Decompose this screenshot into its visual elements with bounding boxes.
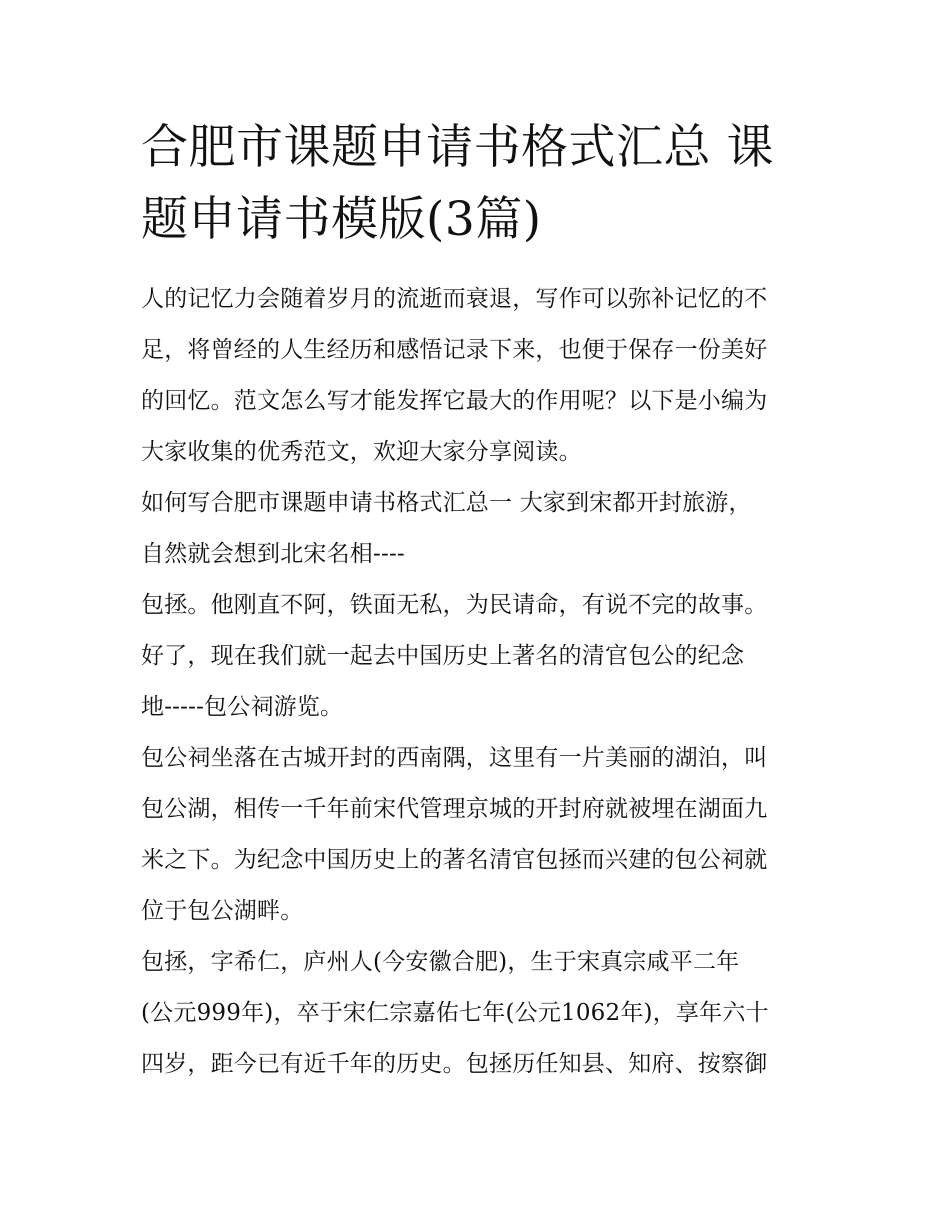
text-line: 米之下。为纪念中国历史上的著名清官包拯而兴建的包公祠就 — [141, 847, 768, 873]
paragraph-section-one — [141, 478, 821, 580]
document-page — [141, 112, 821, 1090]
text-line: 人的记忆力会随着岁月的流逝而衰退，写作可以弥补记忆的不 — [141, 286, 768, 312]
text-line: 四岁，距今已有近千年的历史。包拯历任知县、知府、按察御 — [141, 1051, 768, 1077]
title-line: 题申请书模版(3篇) — [141, 192, 542, 247]
paragraph-intro — [141, 274, 821, 478]
text-line: 如何写合肥市课题申请书格式汇总一 大家到宋都开封旅游， — [141, 490, 752, 516]
text-line: 地-----包公祠游览。 — [141, 694, 344, 720]
text-line: 自然就会想到北宋名相---- — [141, 541, 405, 567]
text-line: 足，将曾经的人生经历和感悟记录下来，也便于保存一份美好 — [141, 337, 768, 363]
document-title — [141, 112, 821, 256]
paragraph-biography — [141, 937, 821, 1090]
paragraph-temple-location — [141, 733, 821, 937]
text-line: 包拯。他刚直不阿，铁面无私，为民请命，有说不完的故事。 — [141, 592, 768, 618]
text-line: 的回忆。范文怎么写才能发挥它最大的作用呢？以下是小编为 — [141, 388, 768, 414]
text-line: 包公祠坐落在古城开封的西南隅，这里有一片美丽的湖泊，叫 — [141, 745, 768, 771]
text-line: 大家收集的优秀范文，欢迎大家分享阅读。 — [141, 439, 582, 465]
text-line: 包公湖，相传一千年前宋代管理京城的开封府就被埋在湖面九 — [141, 796, 768, 822]
text-line: (公元999年)，卒于宋仁宗嘉佑七年(公元1062年)，享年六十 — [141, 1000, 769, 1026]
text-line: 位于包公湖畔。 — [141, 898, 304, 924]
text-line: 好了，现在我们就一起去中国历史上著名的清官包公的纪念 — [141, 643, 745, 669]
text-line: 包拯，字希仁，庐州人(今安徽合肥)，生于宋真宗咸平二年 — [141, 949, 740, 975]
paragraph-bao-zheng-intro — [141, 580, 821, 733]
title-line: 合肥市课题申请书格式汇总 课 — [141, 120, 774, 175]
